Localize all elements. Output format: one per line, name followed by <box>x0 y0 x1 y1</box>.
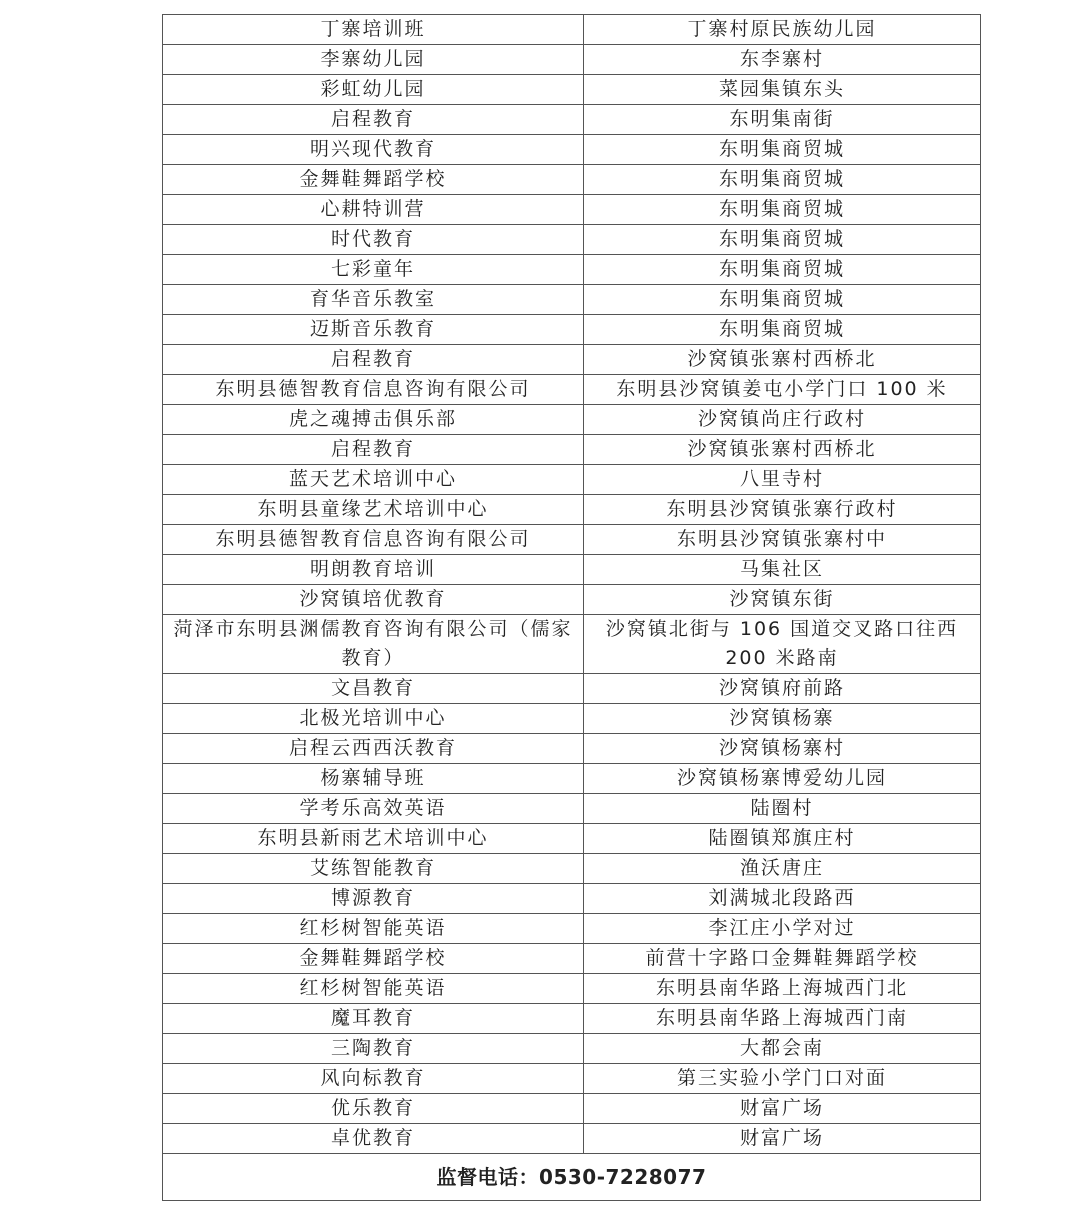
institution-name: 启程教育 <box>163 435 584 465</box>
table-row <box>163 315 981 345</box>
institution-name: 蓝天艺术培训中心 <box>163 465 584 495</box>
institution-name: 金舞鞋舞蹈学校 <box>163 165 584 195</box>
table-row <box>163 255 981 285</box>
institution-name: 沙窝镇培优教育 <box>163 585 584 615</box>
footer-row <box>163 1154 981 1201</box>
institution-address: 菜园集镇东头 <box>584 75 981 105</box>
institution-address: 沙窝镇东街 <box>584 585 981 615</box>
institution-name: 明朗教育培训 <box>163 555 584 585</box>
table-row <box>163 824 981 854</box>
institution-name: 心耕特训营 <box>163 195 584 225</box>
table-body <box>163 15 981 1154</box>
institution-name: 启程云西西沃教育 <box>163 734 584 764</box>
table-row <box>163 105 981 135</box>
institution-address: 刘满城北段路西 <box>584 884 981 914</box>
institution-address: 东明集商贸城 <box>584 255 981 285</box>
institution-name: 优乐教育 <box>163 1094 584 1124</box>
institution-address: 马集社区 <box>584 555 981 585</box>
institution-address: 东明县沙窝镇张寨村中 <box>584 525 981 555</box>
table-row <box>163 285 981 315</box>
table-row <box>163 525 981 555</box>
institution-table <box>162 14 981 1201</box>
institution-name: 东明县德智教育信息咨询有限公司 <box>163 525 584 555</box>
institution-name: 东明县新雨艺术培训中心 <box>163 824 584 854</box>
institution-name: 金舞鞋舞蹈学校 <box>163 944 584 974</box>
table-row <box>163 764 981 794</box>
table-row <box>163 1124 981 1154</box>
table-row <box>163 974 981 1004</box>
institution-name: 北极光培训中心 <box>163 704 584 734</box>
institution-address: 沙窝镇张寨村西桥北 <box>584 345 981 375</box>
institution-address: 东明县沙窝镇姜屯小学门口 100 米 <box>584 375 981 405</box>
institution-name: 彩虹幼儿园 <box>163 75 584 105</box>
institution-name: 卓优教育 <box>163 1124 584 1154</box>
institution-address: 东明集商贸城 <box>584 165 981 195</box>
institution-address: 财富广场 <box>584 1094 981 1124</box>
institution-name: 三陶教育 <box>163 1034 584 1064</box>
institution-address: 沙窝镇杨寨村 <box>584 734 981 764</box>
institution-name: 菏泽市东明县渊儒教育咨询有限公司（儒家教育） <box>163 615 584 674</box>
institution-address: 东明集商贸城 <box>584 225 981 255</box>
institution-address: 东明集南街 <box>584 105 981 135</box>
institution-address: 东明县沙窝镇张寨行政村 <box>584 495 981 525</box>
table-row <box>163 465 981 495</box>
institution-name: 文昌教育 <box>163 674 584 704</box>
table-row <box>163 1094 981 1124</box>
table-row <box>163 495 981 525</box>
table-row <box>163 345 981 375</box>
table-row <box>163 674 981 704</box>
institution-address: 东明集商贸城 <box>584 195 981 225</box>
table-row <box>163 135 981 165</box>
institution-address: 大都会南 <box>584 1034 981 1064</box>
institution-name: 启程教育 <box>163 345 584 375</box>
institution-address: 东明县南华路上海城西门北 <box>584 974 981 1004</box>
institution-address: 八里寺村 <box>584 465 981 495</box>
table-row <box>163 75 981 105</box>
institution-name: 杨寨辅导班 <box>163 764 584 794</box>
institution-name: 风向标教育 <box>163 1064 584 1094</box>
institution-address: 陆圈镇郑旗庄村 <box>584 824 981 854</box>
table-row <box>163 615 981 674</box>
table-row <box>163 914 981 944</box>
table-row <box>163 15 981 45</box>
institution-address: 东明集商贸城 <box>584 135 981 165</box>
table-row <box>163 435 981 465</box>
institution-address: 丁寨村原民族幼儿园 <box>584 15 981 45</box>
table-row <box>163 585 981 615</box>
institution-address: 沙窝镇尚庄行政村 <box>584 405 981 435</box>
table-row <box>163 1004 981 1034</box>
institution-name: 明兴现代教育 <box>163 135 584 165</box>
institution-name: 学考乐高效英语 <box>163 794 584 824</box>
institution-address: 渔沃唐庄 <box>584 854 981 884</box>
institution-address: 李江庄小学对过 <box>584 914 981 944</box>
table-row <box>163 884 981 914</box>
supervision-phone: 监督电话：0530-7228077 <box>163 1154 981 1201</box>
table-row <box>163 45 981 75</box>
table-row <box>163 1064 981 1094</box>
institution-address: 沙窝镇杨寨 <box>584 704 981 734</box>
table-row <box>163 555 981 585</box>
institution-address: 沙窝镇府前路 <box>584 674 981 704</box>
table-row <box>163 854 981 884</box>
table-row <box>163 225 981 255</box>
institution-name: 魔耳教育 <box>163 1004 584 1034</box>
table-row <box>163 794 981 824</box>
institution-address: 沙窝镇北街与 106 国道交叉路口往西 200 米路南 <box>584 615 981 674</box>
table-row <box>163 1034 981 1064</box>
institution-name: 东明县童缘艺术培训中心 <box>163 495 584 525</box>
institution-address: 东李寨村 <box>584 45 981 75</box>
table-row <box>163 375 981 405</box>
institution-name: 七彩童年 <box>163 255 584 285</box>
institution-name: 启程教育 <box>163 105 584 135</box>
institution-address: 东明集商贸城 <box>584 285 981 315</box>
institution-address: 沙窝镇杨寨博爱幼儿园 <box>584 764 981 794</box>
institution-name: 东明县德智教育信息咨询有限公司 <box>163 375 584 405</box>
table-row <box>163 734 981 764</box>
table-row <box>163 405 981 435</box>
institution-address: 沙窝镇张寨村西桥北 <box>584 435 981 465</box>
table-row <box>163 944 981 974</box>
institution-name: 红杉树智能英语 <box>163 914 584 944</box>
institution-name: 李寨幼儿园 <box>163 45 584 75</box>
institution-address: 财富广场 <box>584 1124 981 1154</box>
institution-name: 育华音乐教室 <box>163 285 584 315</box>
table-row <box>163 195 981 225</box>
institution-name: 红杉树智能英语 <box>163 974 584 1004</box>
institution-name: 艾练智能教育 <box>163 854 584 884</box>
institution-name: 丁寨培训班 <box>163 15 584 45</box>
institution-address: 第三实验小学门口对面 <box>584 1064 981 1094</box>
institution-name: 博源教育 <box>163 884 584 914</box>
institution-name: 迈斯音乐教育 <box>163 315 584 345</box>
table-row <box>163 165 981 195</box>
institution-address: 陆圈村 <box>584 794 981 824</box>
institution-name: 时代教育 <box>163 225 584 255</box>
institution-address: 前营十字路口金舞鞋舞蹈学校 <box>584 944 981 974</box>
institution-address: 东明县南华路上海城西门南 <box>584 1004 981 1034</box>
institution-name: 虎之魂搏击俱乐部 <box>163 405 584 435</box>
institution-address: 东明集商贸城 <box>584 315 981 345</box>
table-row <box>163 704 981 734</box>
